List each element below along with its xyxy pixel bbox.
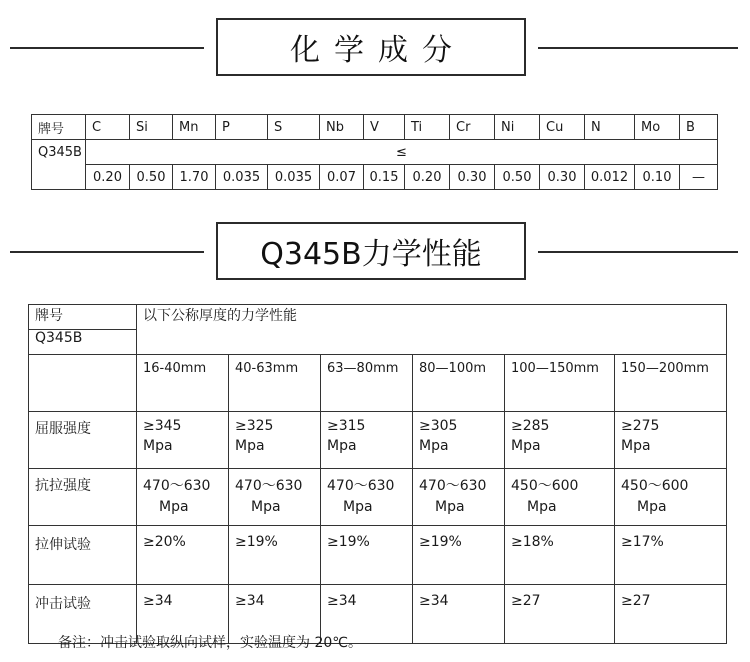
mech-value-cell: ≥34 — [229, 585, 321, 644]
mech-unit: Mpa — [419, 438, 449, 454]
mech-value-cell — [413, 469, 505, 526]
mech-value: ≥315 — [327, 418, 366, 434]
mech-value-cell: ≥34 — [321, 585, 413, 644]
mech-thickness-cell: 16-40mm — [137, 355, 229, 412]
chem-values-row — [32, 165, 718, 190]
chem-condition-cell: ≤ — [86, 140, 718, 165]
mech-row-label: 抗拉强度 — [29, 469, 137, 526]
chem-header-cell: Ni — [495, 115, 540, 140]
mech-value: 470～630 — [419, 478, 487, 494]
mech-value: ≥285 — [511, 418, 550, 434]
mech-row-label: 冲击试验 — [29, 585, 137, 644]
mech-thickness-label — [29, 355, 137, 412]
mech-value-cell: ≥27 — [615, 585, 727, 644]
mech-grade-label-row — [29, 305, 727, 330]
chem-header-cell: Ti — [405, 115, 450, 140]
chem-header-row — [32, 115, 718, 140]
mech-unit: Mpa — [159, 499, 189, 515]
mech-thickness-cell: 40-63mm — [229, 355, 321, 412]
mech-value-cell: ≥18% — [505, 526, 615, 585]
divider-right — [538, 251, 738, 253]
mech-row-elongation — [29, 526, 727, 585]
mech-thickness-row — [29, 355, 727, 412]
chem-value-cell: 0.20 — [86, 165, 130, 190]
chem-header-cell: B — [680, 115, 718, 140]
mech-value: 470～630 — [143, 478, 211, 494]
divider-left — [10, 251, 204, 253]
mech-value-cell — [321, 412, 413, 469]
mech-value-cell: ≥17% — [615, 526, 727, 585]
mech-caption: 以下公称厚度的力学性能 — [137, 305, 727, 355]
mech-value: 450～600 — [621, 478, 689, 494]
mech-value: ≥275 — [621, 418, 660, 434]
chem-value-cell: 0.012 — [585, 165, 635, 190]
chem-value-cell: 0.10 — [635, 165, 680, 190]
mech-value: 450～600 — [511, 478, 579, 494]
mech-unit: Mpa — [637, 499, 667, 515]
mech-value-cell — [137, 412, 229, 469]
chem-header-cell: Nb — [320, 115, 364, 140]
mech-value: 470～630 — [235, 478, 303, 494]
mech-value: ≥305 — [419, 418, 458, 434]
section-title-chemical: 化学成分 — [216, 18, 526, 76]
mech-value-cell: ≥20% — [137, 526, 229, 585]
mech-grade-value: Q345B — [29, 330, 137, 355]
chem-grade-cell: Q345B — [32, 140, 86, 190]
chem-header-cell: N — [585, 115, 635, 140]
mech-unit: Mpa — [527, 499, 557, 515]
mech-thickness-cell: 80—100m — [413, 355, 505, 412]
mech-row-yield — [29, 412, 727, 469]
mech-value-cell: ≥27 — [505, 585, 615, 644]
chem-value-cell: 0.50 — [495, 165, 540, 190]
chem-header-cell: P — [216, 115, 268, 140]
section-header-chemical — [0, 18, 750, 78]
mech-value-cell — [413, 412, 505, 469]
chem-value-cell: 0.035 — [268, 165, 320, 190]
mech-unit: Mpa — [327, 438, 357, 454]
chem-header-cell: Cu — [540, 115, 585, 140]
mech-value-cell: ≥19% — [321, 526, 413, 585]
mech-unit: Mpa — [343, 499, 373, 515]
chem-header-cell: Si — [130, 115, 173, 140]
mech-value: 470～630 — [327, 478, 395, 494]
mech-value-cell — [321, 469, 413, 526]
chem-value-cell: 0.30 — [450, 165, 495, 190]
section-header-mechanical — [0, 222, 750, 282]
mech-value-cell: ≥34 — [413, 585, 505, 644]
mech-value-cell — [505, 469, 615, 526]
chem-header-cell: S — [268, 115, 320, 140]
mech-value-cell: ≥34 — [137, 585, 229, 644]
chem-value-cell: 1.70 — [173, 165, 216, 190]
mech-unit: Mpa — [143, 438, 173, 454]
mech-value-cell: ≥19% — [413, 526, 505, 585]
divider-right — [538, 47, 738, 49]
footnote: 备注：冲击试验取纵向试样，实验温度为 20℃。 — [58, 635, 362, 651]
mech-value-cell — [505, 412, 615, 469]
mech-thickness-cell: 100—150mm — [505, 355, 615, 412]
chem-value-cell: 0.07 — [320, 165, 364, 190]
mech-grade-label: 牌号 — [29, 305, 137, 330]
mech-thickness-cell: 63—80mm — [321, 355, 413, 412]
mech-unit: Mpa — [435, 499, 465, 515]
chem-value-cell: 0.30 — [540, 165, 585, 190]
mechanical-properties-table — [28, 304, 727, 644]
chem-value-cell: 0.15 — [364, 165, 405, 190]
chem-header-cell: 牌号 — [32, 115, 86, 140]
mech-unit: Mpa — [621, 438, 651, 454]
chem-header-cell: V — [364, 115, 405, 140]
mech-value-cell — [229, 412, 321, 469]
mech-value: ≥345 — [143, 418, 182, 434]
chem-header-cell: Mo — [635, 115, 680, 140]
chemical-composition-table — [31, 114, 718, 190]
mech-unit: Mpa — [235, 438, 265, 454]
mech-unit: Mpa — [251, 499, 281, 515]
chem-value-cell: 0.20 — [405, 165, 450, 190]
chem-header-cell: Mn — [173, 115, 216, 140]
chem-value-cell: — — [680, 165, 718, 190]
chem-header-cell: C — [86, 115, 130, 140]
chem-value-cell: 0.035 — [216, 165, 268, 190]
mech-value-cell — [137, 469, 229, 526]
mech-row-label: 拉伸试验 — [29, 526, 137, 585]
mech-unit: Mpa — [511, 438, 541, 454]
section-title-mechanical: Q345B力学性能 — [216, 222, 526, 280]
mech-thickness-cell: 150—200mm — [615, 355, 727, 412]
mech-row-label: 屈服强度 — [29, 412, 137, 469]
mech-value-cell — [615, 412, 727, 469]
chem-condition-row — [32, 140, 718, 165]
mech-value-cell: ≥19% — [229, 526, 321, 585]
mech-row-tensile — [29, 469, 727, 526]
chem-value-cell: 0.50 — [130, 165, 173, 190]
chem-header-cell: Cr — [450, 115, 495, 140]
mech-value-cell — [615, 469, 727, 526]
mech-value-cell — [229, 469, 321, 526]
divider-left — [10, 47, 204, 49]
mech-value: ≥325 — [235, 418, 274, 434]
